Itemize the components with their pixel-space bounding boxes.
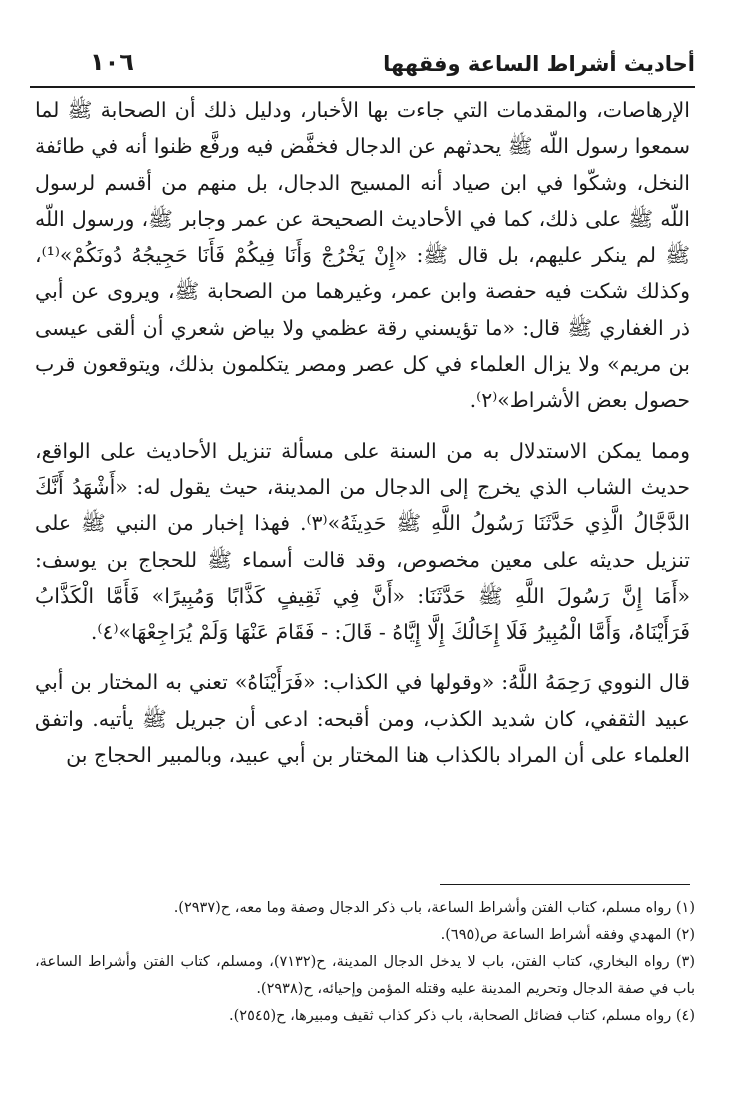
paragraph: قال النووي رَحِمَهُ اللَّهُ: «وقولها في الكذاب: «فَرَأَيْنَاهُ» تعني به المختار بن أبي عبيد الثقفي، كان شديد الكذب، ومن أقبحه: ادعى أن جبريل ﷺ يأتيه. واتفق العلماء على أن المراد بالكذاب هنا المختار بن أبي عبيد، وبالمبير الحجاج بن <box>35 670 690 768</box>
page-header <box>30 46 695 88</box>
footnote: (١) رواه مسلم، كتاب الفتن وأشراط الساعة، باب ذكر الدجال وصفة وما معه، ح(٢٩٣٧). <box>173 900 695 916</box>
paragraph: الإرهاصات، والمقدمات التي جاءت بها الأخبار، ودليل ذلك أن الصحابة ﷺ لما سمعوا رسول اللّه ﷺ يحدثهم عن الدجال فخفَّض فيه ورفَّع ظنوا أنه في طائفة النخل، وشكّوا في ابن صياد أنه المسيح الدجال، بل منهم من أقسم لرسول اللّه ﷺ على ذلك، كما في الأحاديث الصحيحة عن عمر وجابر ﷺ، ورسول اللّه ﷺ لم ينكر عليهم، بل قال ﷺ: «إِنْ يَخْرُجْ وَأَنَا فِيكُمْ فَأَنَا حَجِيجُهُ دُونَكُمْ»⁽¹⁾، وكذلك شكت فيه حفصة وابن عمر، وغيرهما من الصحابة ﷺ، ويروى عن أبي ذر الغفاري ﷺ قال: «ما تؤيسني رقة عظمي ولا بياض شعري أن ألقى عيسى بن مريم» ولا يزال العلماء في كل عصر ومصر يتكلمون بذلك، ويتوقعون قرب حصول بعض الأشراط»⁽٢⁾. <box>35 98 690 413</box>
footnotes <box>35 895 695 1030</box>
main-text <box>35 92 690 787</box>
footnote-divider <box>440 884 690 885</box>
running-title: أحاديث أشراط الساعة وفقهها <box>383 52 695 76</box>
footnote: (٢) المهدي وفقه أشراط الساعة ص(٦٩٥). <box>440 927 695 943</box>
footnote: (٣) رواه البخاري، كتاب الفتن، باب لا يدخل الدجال المدينة، ح(٧١٣٢)، ومسلم، كتاب الفتن وأشراط الساعة، باب في صفة الدجال وتحريم المدينة عليه وقتله المؤمن وإحيائه، ح(٢٩٣٨). <box>35 954 695 997</box>
page-number: ١٠٦ <box>90 48 134 76</box>
paragraph: ومما يمكن الاستدلال به من السنة على مسألة تنزيل الأحاديث على الواقع، حديث الشاب الذي يخرج إلى الدجال من المدينة، حيث يقول له: «أَشْهَدُ أَنَّكَ الدَّجَّالُ الَّذِي حَدَّثَنَا رَسُولُ اللَّهِ ﷺ حَدِيثَهُ»⁽٣⁾. فهذا إخبار من النبي ﷺ على تنزيل حديثه على معين مخصوص، وقد قالت أسماء ﷺ للحجاج بن يوسف: «أَمَا إِنَّ رَسُولَ اللَّهِ ﷺ حَدَّثَنَا: «أَنَّ فِي ثَقِيفٍ كَذَّابًا وَمُبِيرًا» فَأَمَّا الْكَذَّابُ فَرَأَيْنَاهُ، وَأَمَّا الْمُبِيرُ فَلَا إِخَالُكَ إِلَّا إِيَّاهُ - قَالَ: - فَقَامَ عَنْهَا وَلَمْ يُرَاجِعْهَا»⁽٤⁾. <box>35 438 690 645</box>
footnote: (٤) رواه مسلم، كتاب فضائل الصحابة، باب ذكر كذاب ثقيف ومبيرها، ح(٢٥٤٥). <box>229 1008 695 1024</box>
